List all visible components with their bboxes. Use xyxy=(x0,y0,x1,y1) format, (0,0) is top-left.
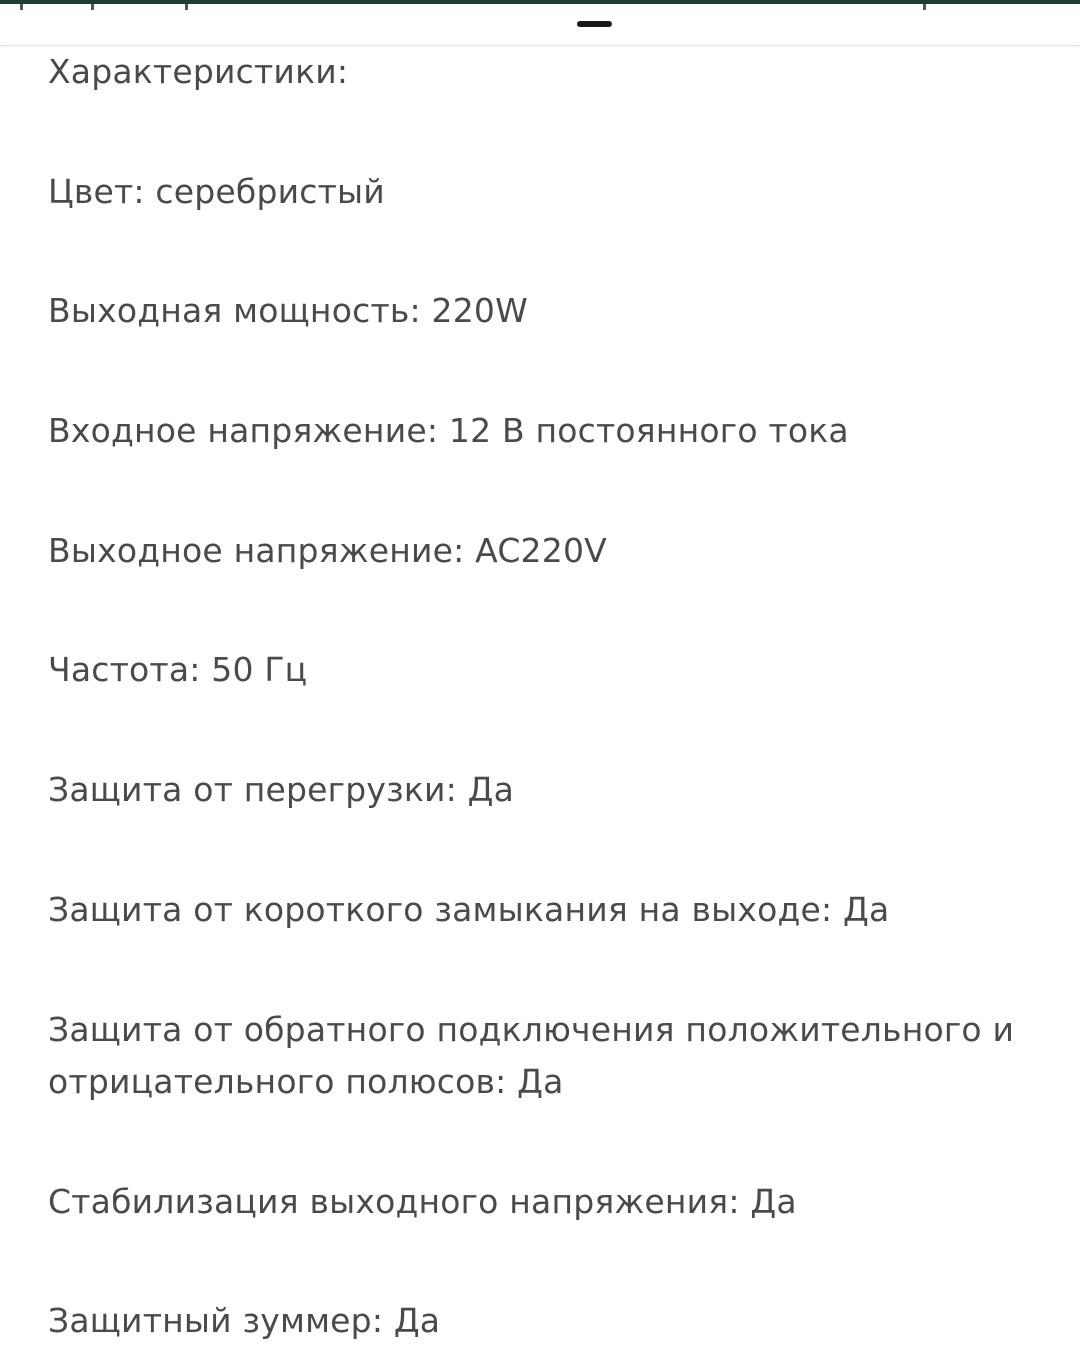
spec-frequency: Частота: 50 Гц xyxy=(48,650,308,689)
spec-overload-protection: Защита от перегрузки: Да xyxy=(48,770,515,809)
cut-off-text-fragment xyxy=(20,4,23,10)
cut-off-text-fragment xyxy=(185,4,188,10)
spec-output-voltage: Выходное напряжение: AC220V xyxy=(48,531,607,570)
sheet-header[interactable] xyxy=(0,4,1080,46)
spec-output-power: Выходная мощность: 220W xyxy=(48,291,528,330)
spec-reverse-polarity-protection-cont: отрицательного полюсов: Да xyxy=(48,1062,564,1101)
cut-off-text-fragment xyxy=(91,4,94,10)
cut-off-text-fragment xyxy=(923,4,926,10)
spec-input-voltage: Входное напряжение: 12 В постоянного тока xyxy=(48,411,849,450)
drag-handle-icon[interactable] xyxy=(577,21,612,27)
spec-color: Цвет: серебристый xyxy=(48,172,385,211)
spec-voltage-stabilization: Стабилизация выходного напряжения: Да xyxy=(48,1182,797,1221)
spec-protective-buzzer: Защитный зуммер: Да xyxy=(48,1301,441,1340)
spec-heading: Характеристики: xyxy=(48,52,349,91)
spec-reverse-polarity-protection: Защита от обратного подключения положительного и xyxy=(48,1010,1015,1049)
spec-short-circuit-protection: Защита от короткого замыкания на выходе: Да xyxy=(48,890,890,929)
